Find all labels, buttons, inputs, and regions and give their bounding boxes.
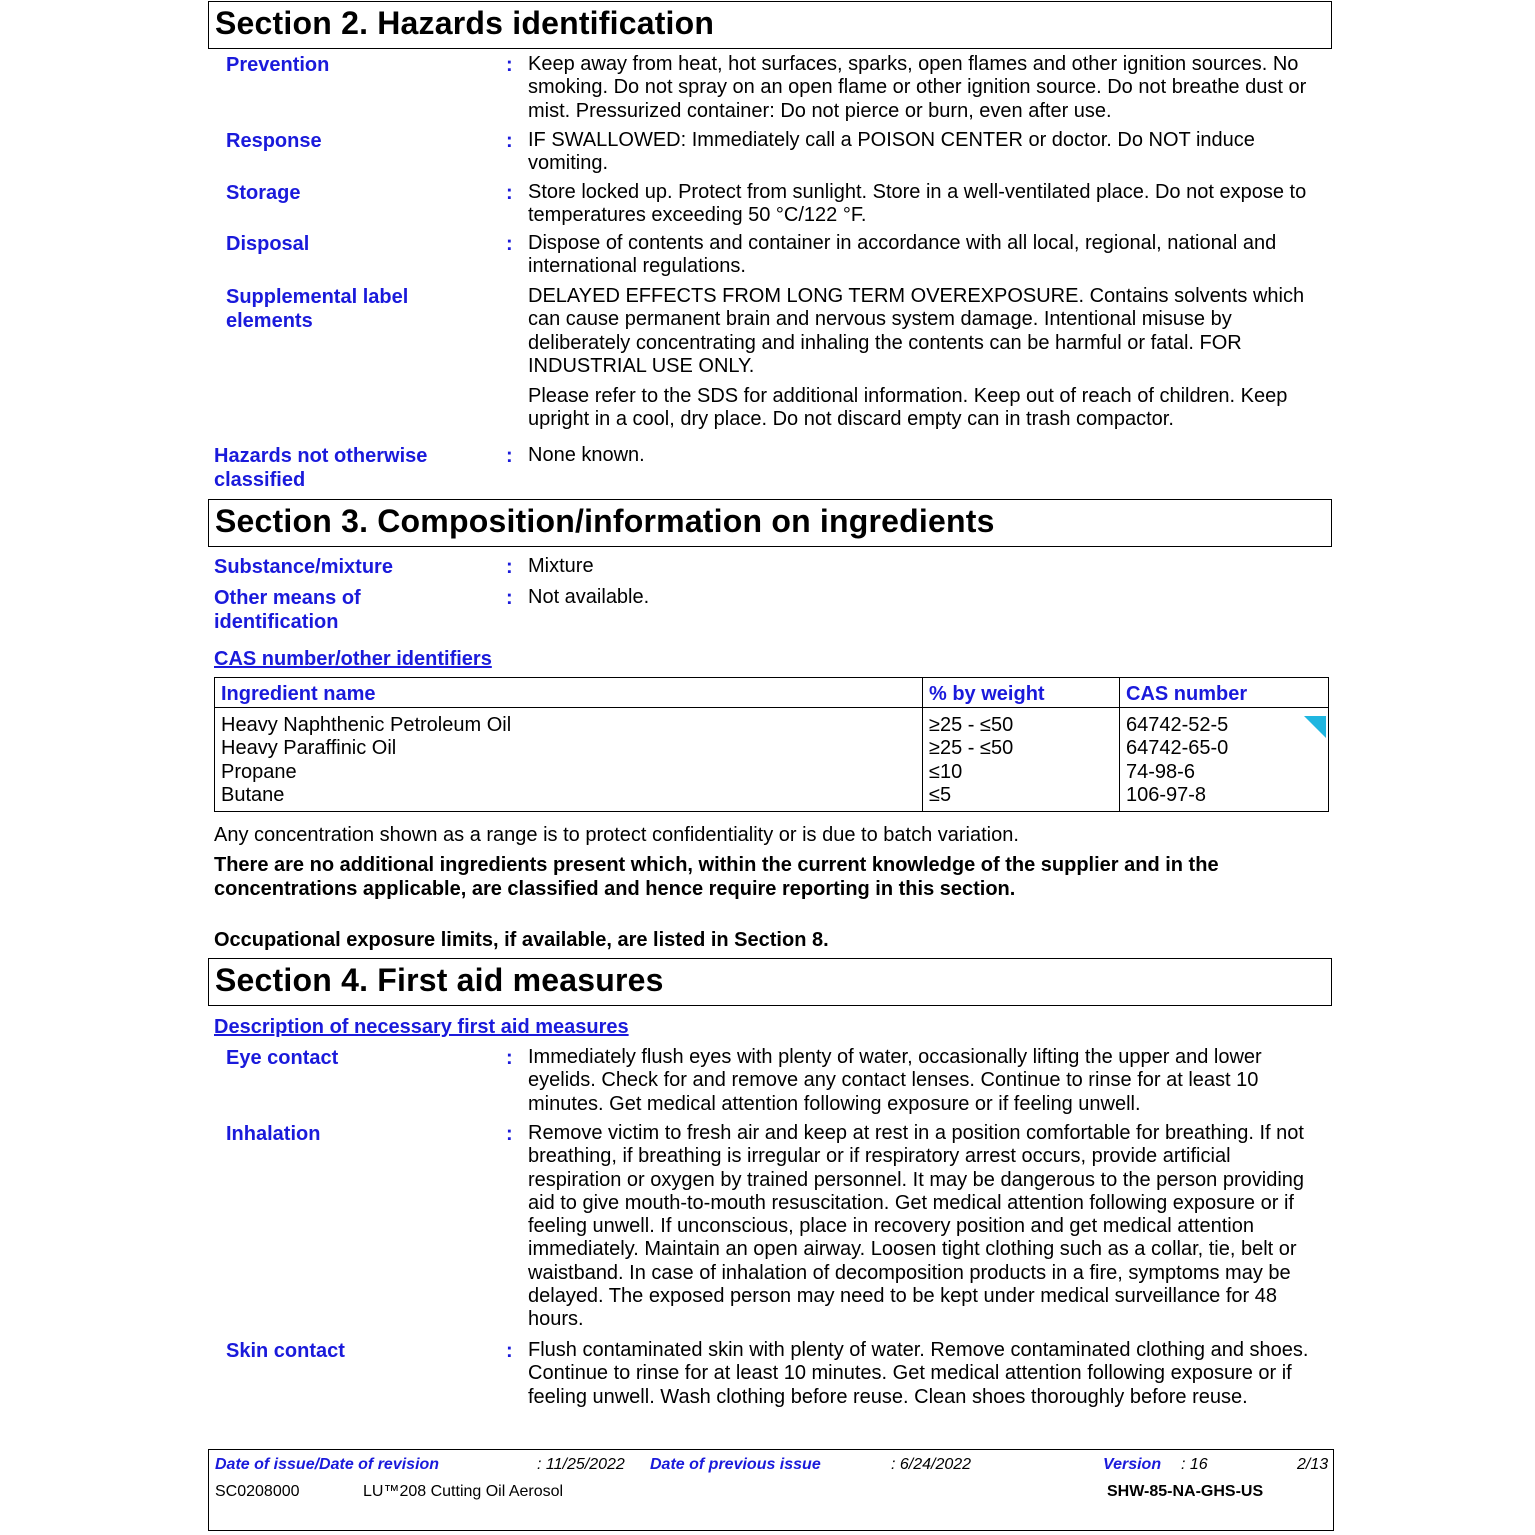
table-cell: ≤10 bbox=[929, 760, 963, 783]
eye-contact-colon: : bbox=[506, 1047, 513, 1069]
cas-identifiers-link[interactable]: CAS number/other identifiers bbox=[214, 648, 492, 670]
supplemental-value-2: Please refer to the SDS for additional information. Keep out of reach of children. Keep upright in a cool, dry place. Do not discard empty can in trash compactor. bbox=[528, 385, 1288, 431]
skin-contact-label: Skin contact bbox=[226, 1340, 345, 1362]
corner-flag-icon bbox=[1304, 716, 1326, 738]
eye-contact-value: Immediately flush eyes with plenty of water, occasionally lifting the upper and lower eyelids. Check for and remove any contact lenses. Continue to rinse for at least 10 minutes. Get medical attention following exposure or if feeling unwell. bbox=[528, 1046, 1262, 1115]
inhalation-colon: : bbox=[506, 1123, 513, 1145]
other-means-label: Other means of identification bbox=[214, 587, 361, 633]
disposal-label: Disposal bbox=[226, 233, 310, 255]
oel-note: Occupational exposure limits, if available, are listed in Section 8. bbox=[214, 929, 829, 951]
table-cell: 64742-52-5 bbox=[1126, 714, 1229, 736]
table-cell: Butane bbox=[221, 783, 285, 806]
table-cell: ≥25 - ≤50 bbox=[929, 714, 1014, 736]
issue-date-value: : 11/25/2022 bbox=[537, 1456, 625, 1473]
substance-colon: : bbox=[506, 556, 513, 578]
first-aid-description-link[interactable]: Description of necessary first aid measures bbox=[214, 1016, 629, 1038]
ingredient-name-cell bbox=[215, 708, 923, 812]
disposal-value: Dispose of contents and container in accordance with all local, regional, national and international regulations. bbox=[528, 232, 1277, 278]
table-header-row bbox=[215, 678, 1329, 708]
ingredients-table bbox=[214, 677, 1329, 812]
storage-label: Storage bbox=[226, 182, 301, 204]
supplemental-label: Supplemental label elements bbox=[226, 286, 409, 332]
eye-contact-label: Eye contact bbox=[226, 1047, 339, 1069]
issue-date-label: Date of issue/Date of revision bbox=[215, 1456, 440, 1473]
table-cell: Propane bbox=[221, 760, 297, 783]
prevention-colon: : bbox=[506, 54, 513, 76]
product-code: SC0208000 bbox=[215, 1483, 300, 1500]
skin-contact-colon: : bbox=[506, 1340, 513, 1362]
response-value: IF SWALLOWED: Immediately call a POISON CENTER or doctor. Do NOT induce vomiting. bbox=[528, 129, 1255, 175]
cas-number-cell bbox=[1120, 708, 1329, 812]
previous-issue-value: : 6/24/2022 bbox=[891, 1456, 972, 1473]
disposal-colon: : bbox=[506, 233, 513, 255]
other-means-colon: : bbox=[506, 587, 513, 609]
inhalation-label: Inhalation bbox=[226, 1123, 321, 1145]
storage-colon: : bbox=[506, 182, 513, 204]
percent-weight-cell bbox=[923, 708, 1120, 812]
section-2-header bbox=[208, 1, 1332, 49]
table-cell: ≥25 - ≤50 bbox=[929, 737, 1014, 760]
response-label: Response bbox=[226, 130, 322, 152]
no-additional-ingredients-note: There are no additional ingredients present which, within the current knowledge of the supplier and in the concentrations applicable, are classified and hence require reporting in this section. bbox=[214, 854, 1219, 900]
version-label: Version bbox=[1103, 1456, 1162, 1473]
section-4-title: Section 4. First aid measures bbox=[215, 962, 664, 998]
page-footer bbox=[208, 1449, 1334, 1531]
section-3-title: Section 3. Composition/information on ingredients bbox=[215, 503, 995, 539]
table-cell: Heavy Naphthenic Petroleum Oil bbox=[221, 714, 512, 736]
previous-issue-label: Date of previous issue bbox=[650, 1456, 821, 1473]
header-ingredient-name: Ingredient name bbox=[215, 678, 923, 708]
hnoc-value: None known. bbox=[528, 444, 645, 466]
substance-value: Mixture bbox=[528, 555, 594, 577]
range-note: Any concentration shown as a range is to protect confidentiality or is due to batch variation. bbox=[214, 824, 1019, 846]
hnoc-colon: : bbox=[506, 445, 513, 467]
table-cell: 64742-65-0 bbox=[1126, 737, 1229, 760]
header-percent-weight: % by weight bbox=[923, 678, 1120, 708]
section-4-header bbox=[208, 958, 1332, 1006]
prevention-label: Prevention bbox=[226, 54, 330, 76]
table-body-row bbox=[215, 708, 1329, 812]
table-cell: ≤5 bbox=[929, 783, 952, 806]
version-value: : 16 bbox=[1181, 1456, 1208, 1473]
product-name: LU™208 Cutting Oil Aerosol bbox=[363, 1483, 564, 1500]
storage-value: Store locked up. Protect from sunlight. Store in a well-ventilated place. Do not expose to temperatures exceeding 50 °C/122 °F. bbox=[528, 181, 1307, 227]
table-cell: 74-98-6 bbox=[1126, 760, 1195, 783]
inhalation-value: Remove victim to fresh air and keep at rest in a position comfortable for breathing. If not breathing, if breathing is irregular or if respiratory arrest occurs, provide artificial respiration or oxygen by trained personnel. It may be dangerous to the person providing aid to give mouth-to-mouth resuscitation. Get medical attention following exposure or if feeling unwell. If unconscious, place in recovery position and get medical attention immediately. Maintain an open airway. Loosen tight clothing such as a collar, tie, belt or waistband. In case of inhalation of decomposition products in a fire, symptoms may be delayed. The exposed person may need to be kept under medical surveillance for 48 hours. bbox=[528, 1122, 1305, 1331]
other-means-value: Not available. bbox=[528, 586, 650, 608]
substance-label: Substance/mixture bbox=[214, 556, 393, 578]
page-number: 2/13 bbox=[1297, 1456, 1329, 1473]
table-cell: Heavy Paraffinic Oil bbox=[221, 737, 397, 760]
supplemental-value-1: DELAYED EFFECTS FROM LONG TERM OVEREXPOSURE. Contains solvents which can cause permanent brain and nervous system damage. Intentional misuse by deliberately concentrating and inhaling the contents can be harmful or fatal. FOR INDUSTRIAL USE ONLY. bbox=[528, 285, 1305, 377]
table-cell: 106-97-8 bbox=[1126, 783, 1207, 806]
header-cas-number: CAS number bbox=[1120, 678, 1329, 708]
document-id: SHW-85-NA-GHS-US bbox=[1107, 1483, 1264, 1500]
section-3-header bbox=[208, 499, 1332, 547]
hnoc-label: Hazards not otherwise classified bbox=[214, 445, 428, 491]
skin-contact-value: Flush contaminated skin with plenty of water. Remove contaminated clothing and shoes. Continue to rinse for at least 10 minutes. Get medical attention following exposure or if feeling unwell. Wash clothing before reuse. Clean shoes thoroughly before reuse. bbox=[528, 1339, 1309, 1408]
response-colon: : bbox=[506, 130, 513, 152]
section-2-title: Section 2. Hazards identification bbox=[215, 5, 715, 41]
prevention-value: Keep away from heat, hot surfaces, sparks, open flames and other ignition sources. No smoking. Do not spray on an open flame or other ignition source. Do not breathe dust or mist. Pressurized container: Do not pierce or burn, even after use. bbox=[528, 53, 1307, 122]
